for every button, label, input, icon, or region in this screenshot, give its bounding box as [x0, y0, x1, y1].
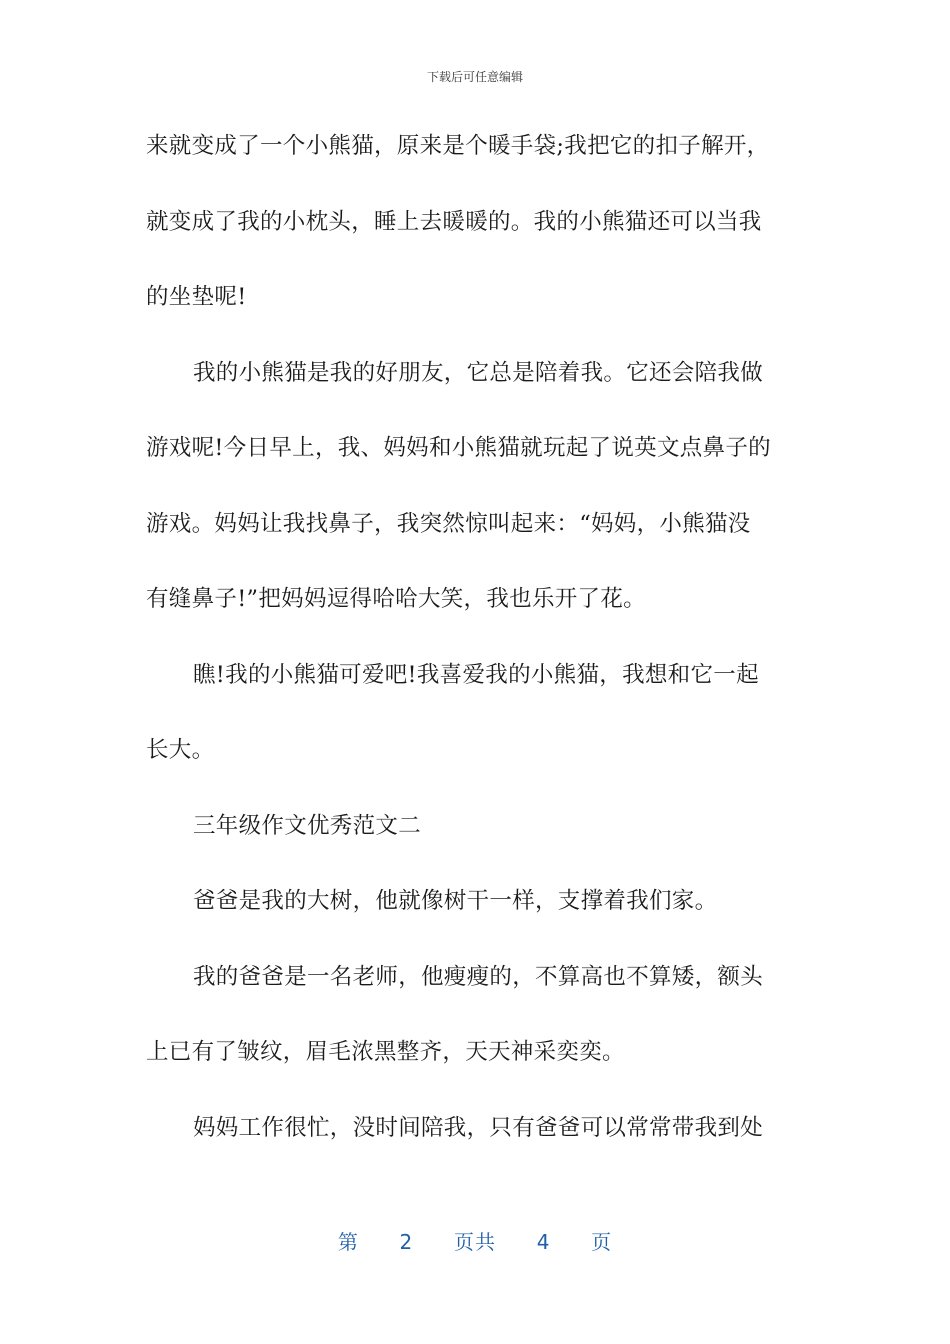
text-line: 瞧!我的小熊猫可爱吧!我喜爱我的小熊猫，我想和它一起	[193, 661, 759, 688]
text-line: 就变成了我的小枕头，睡上去暖暖的。我的小熊猫还可以当我	[146, 208, 762, 235]
text-line: 我的爸爸是一名老师，他瘦瘦的，不算高也不算矮，额头	[193, 963, 764, 990]
text-line: 游戏。妈妈让我找鼻子，我突然惊叫起来：“妈妈，小熊猫没	[146, 510, 751, 537]
text-line: 来就变成了一个小熊猫，原来是个暖手袋;我把它的扣子解开，	[146, 133, 770, 159]
footer-middle: 页共	[454, 1230, 496, 1254]
footer-prefix: 第	[337, 1230, 359, 1254]
footer-suffix: 页	[591, 1230, 613, 1254]
header-note: 下载后可任意编辑	[426, 70, 523, 84]
text-line: 爸爸是我的大树，他就像树干一样，支撑着我们家。	[193, 888, 718, 914]
current-page-number: 2	[399, 1230, 414, 1254]
text-line: 的坐垫呢!	[146, 284, 247, 310]
text-line: 妈妈工作很忙，没时间陪我，只有爸爸可以常常带我到处	[193, 1114, 764, 1141]
page-header	[0, 68, 950, 85]
text-line: 有缝鼻子!”把妈妈逗得哈哈大笑，我也乐开了花。	[146, 586, 646, 612]
text-line: 长大。	[146, 737, 215, 763]
total-pages-number: 4	[536, 1230, 551, 1254]
text-line: 游戏呢!今日早上，我、妈妈和小熊猫就玩起了说英文点鼻子的	[146, 435, 771, 461]
text-line: 我的小熊猫是我的好朋友，它总是陪着我。它还会陪我做	[193, 359, 764, 386]
page-footer	[0, 1226, 950, 1255]
essay-body	[146, 124, 806, 1181]
section-heading: 三年级作文优秀范文二	[193, 812, 422, 839]
text-line: 上已有了皱纹，眉毛浓黑整齐，天天神采奕奕。	[146, 1039, 625, 1065]
